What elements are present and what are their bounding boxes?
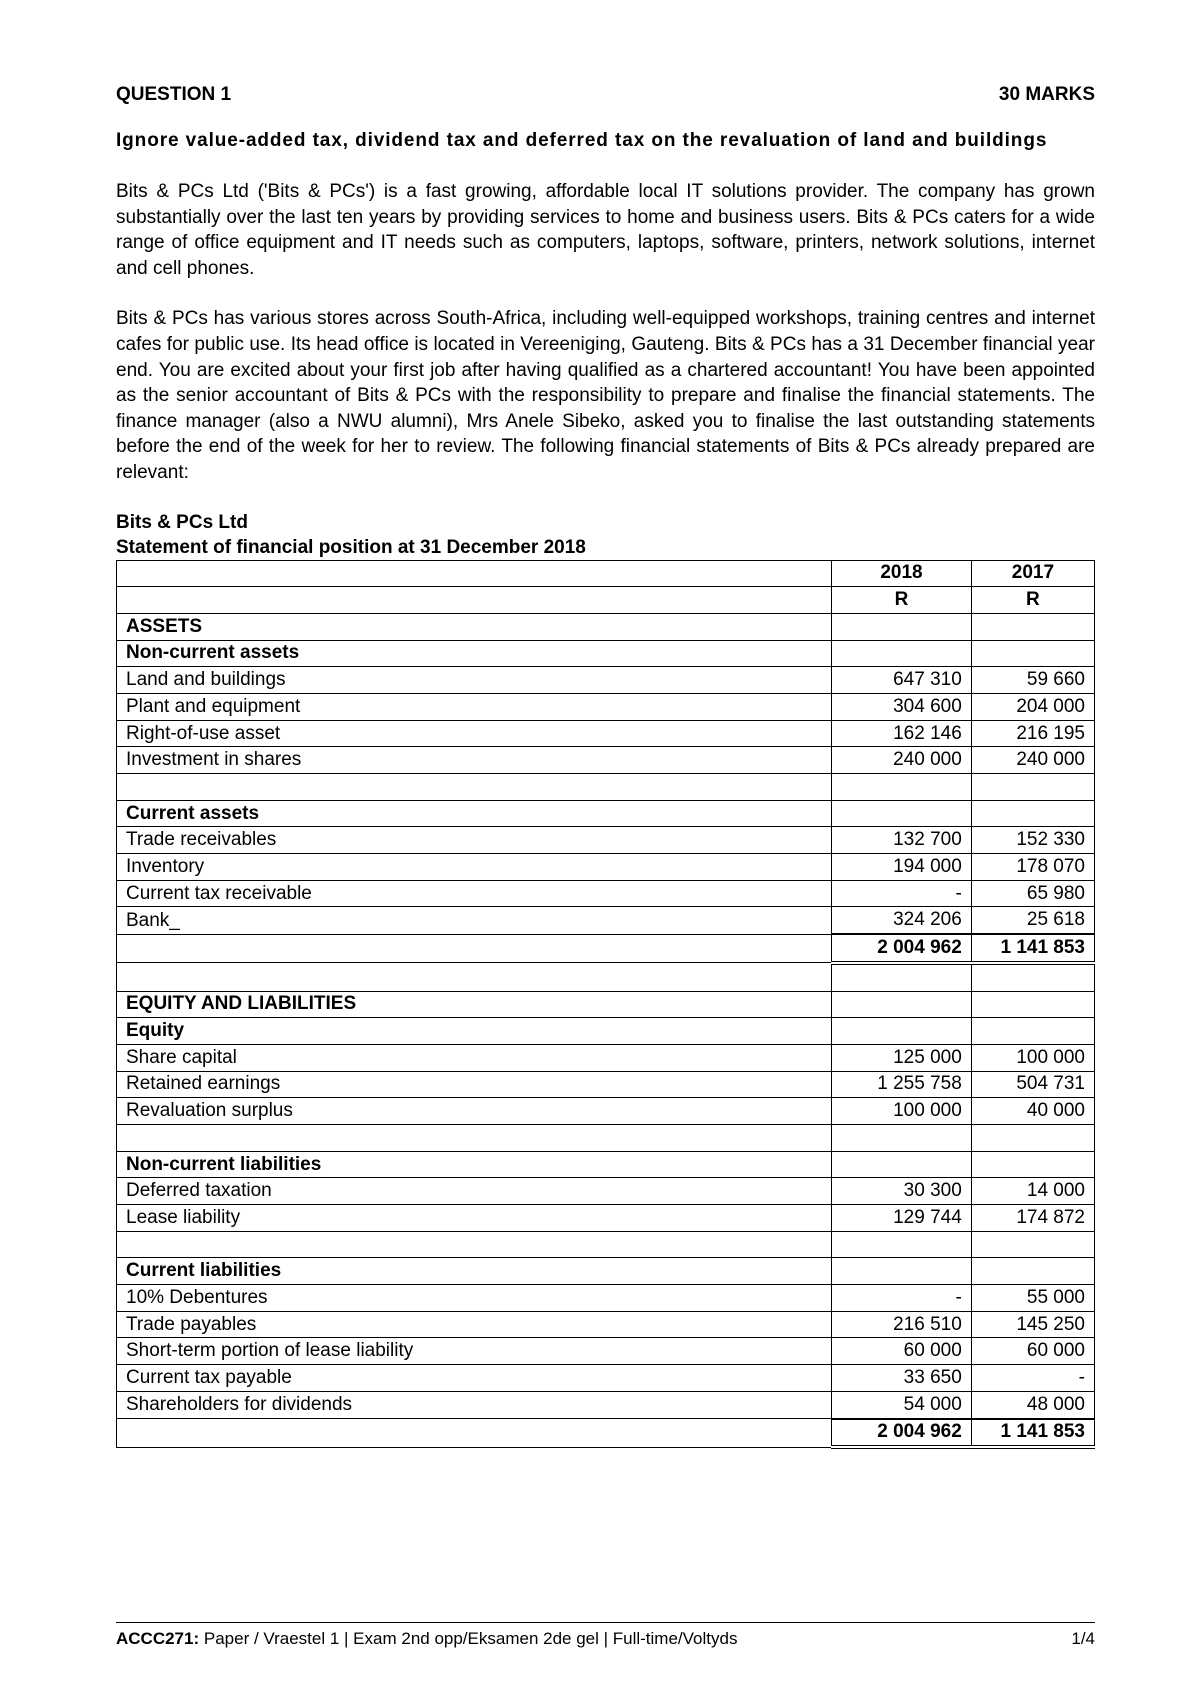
line-item-row <box>117 1391 1095 1418</box>
value-2017: 216 195 <box>971 720 1094 747</box>
blank-cell <box>832 1124 972 1151</box>
section-heading: Non-current assets <box>117 640 832 667</box>
value-2018: 1 255 758 <box>832 1071 972 1098</box>
value-2017: 48 000 <box>971 1391 1094 1418</box>
line-item-label: Short-term portion of lease liability <box>117 1338 832 1365</box>
total-assets-2018: 2 004 962 <box>832 934 972 963</box>
currency-2017: R <box>971 587 1094 614</box>
value-2018: 60 000 <box>832 1338 972 1365</box>
line-item-row <box>117 1311 1095 1338</box>
line-item-label: Current tax payable <box>117 1365 832 1392</box>
value-2018: 129 744 <box>832 1205 972 1232</box>
column-2017-header: 2017 <box>971 560 1094 587</box>
value-2018: - <box>832 880 972 907</box>
blank-cell <box>971 800 1094 827</box>
page-footer <box>116 1622 1095 1649</box>
statement-title: Statement of financial position at 31 December 2018 <box>116 536 586 558</box>
value-2018: 125 000 <box>832 1044 972 1071</box>
blank-cell <box>971 1231 1094 1258</box>
value-2017: 59 660 <box>971 667 1094 694</box>
blank-cell <box>971 963 1094 991</box>
blank-cell <box>117 560 832 587</box>
line-item-label: Trade receivables <box>117 827 832 854</box>
line-item-label: Deferred taxation <box>117 1178 832 1205</box>
value-2017: 174 872 <box>971 1205 1094 1232</box>
line-item-row <box>117 747 1095 774</box>
line-item-row <box>117 693 1095 720</box>
line-item-label: Lease liability <box>117 1205 832 1232</box>
blank-cell <box>832 800 972 827</box>
blank-row <box>117 1231 1095 1258</box>
total-assets-row <box>117 934 1095 963</box>
total-eq-liab-2018: 2 004 962 <box>832 1419 972 1448</box>
blank-cell <box>117 934 832 963</box>
line-item-label: Bank_ <box>117 907 832 934</box>
line-item-label: Revaluation surplus <box>117 1098 832 1125</box>
value-2017: 504 731 <box>971 1071 1094 1098</box>
noncurrent-liabilities-heading-row <box>117 1151 1095 1178</box>
footer-info <box>116 1629 737 1649</box>
value-2017: 145 250 <box>971 1311 1094 1338</box>
value-2017: 14 000 <box>971 1178 1094 1205</box>
blank-cell <box>117 587 832 614</box>
value-2017: 240 000 <box>971 747 1094 774</box>
blank-cell <box>117 1231 832 1258</box>
financial-position-body <box>117 560 1095 1447</box>
value-2018: - <box>832 1285 972 1312</box>
equity-heading-row <box>117 1018 1095 1045</box>
line-item-row <box>117 1365 1095 1392</box>
section-heading: EQUITY AND LIABILITIES <box>117 991 832 1018</box>
line-item-row <box>117 880 1095 907</box>
line-item-row <box>117 1044 1095 1071</box>
currency-2018: R <box>832 587 972 614</box>
document-page <box>116 84 1095 1449</box>
value-2018: 647 310 <box>832 667 972 694</box>
noncurrent-assets-heading-row <box>117 640 1095 667</box>
line-item-row <box>117 720 1095 747</box>
value-2018: 30 300 <box>832 1178 972 1205</box>
value-2017: 100 000 <box>971 1044 1094 1071</box>
total-equity-liabilities-row <box>117 1419 1095 1448</box>
current-assets-heading-row <box>117 800 1095 827</box>
section-heading: Current assets <box>117 800 832 827</box>
line-item-label: 10% Debentures <box>117 1285 832 1312</box>
line-item-row <box>117 1205 1095 1232</box>
blank-cell <box>832 1231 972 1258</box>
blank-cell <box>971 613 1094 640</box>
total-eq-liab-2017: 1 141 853 <box>971 1419 1094 1448</box>
equity-liabilities-heading-row <box>117 991 1095 1018</box>
financial-position-table <box>116 560 1095 1450</box>
page-number: 1/4 <box>1071 1629 1095 1648</box>
assets-heading-row <box>117 613 1095 640</box>
line-item-label: Right-of-use asset <box>117 720 832 747</box>
blank-row <box>117 1124 1095 1151</box>
blank-cell <box>971 991 1094 1018</box>
value-2018: 194 000 <box>832 854 972 881</box>
blank-row <box>117 963 1095 991</box>
intro-paragraph-1: Bits & PCs Ltd ('Bits & PCs') is a fast growing, affordable local IT solutions provider. The company has grown substantially over the last ten years by providing services to home and business users. Bits & PCs caters for a wide range of office equipment and IT needs such as computers, laptops, software, printers, network solutions, internet and cell phones. <box>116 181 1095 279</box>
blank-cell <box>832 963 972 991</box>
blank-cell <box>117 774 832 801</box>
blank-cell <box>971 1151 1094 1178</box>
value-2018: 132 700 <box>832 827 972 854</box>
blank-cell <box>832 613 972 640</box>
footer-text: Paper / Vraestel 1 | Exam 2nd opp/Eksamen 2de gel | Full-time/Voltyds <box>203 1629 738 1648</box>
section-heading: Equity <box>117 1018 832 1045</box>
question-header <box>116 84 1095 112</box>
value-2017: 178 070 <box>971 854 1094 881</box>
line-item-label: Current tax receivable <box>117 880 832 907</box>
line-item-label: Investment in shares <box>117 747 832 774</box>
value-2018: 33 650 <box>832 1365 972 1392</box>
value-2017: 65 980 <box>971 880 1094 907</box>
line-item-label: Plant and equipment <box>117 693 832 720</box>
blank-cell <box>117 963 832 991</box>
section-heading: Non-current liabilities <box>117 1151 832 1178</box>
line-item-row <box>117 667 1095 694</box>
blank-cell <box>832 774 972 801</box>
blank-cell <box>117 1419 832 1448</box>
currency-row <box>117 587 1095 614</box>
value-2018: 216 510 <box>832 1311 972 1338</box>
line-item-label: Land and buildings <box>117 667 832 694</box>
blank-cell <box>971 774 1094 801</box>
line-item-row <box>117 1071 1095 1098</box>
year-header-row <box>117 560 1095 587</box>
value-2017: 55 000 <box>971 1285 1094 1312</box>
section-heading: ASSETS <box>117 613 832 640</box>
value-2018: 54 000 <box>832 1391 972 1418</box>
blank-cell <box>971 1018 1094 1045</box>
line-item-row <box>117 827 1095 854</box>
total-assets-2017: 1 141 853 <box>971 934 1094 963</box>
value-2018: 324 206 <box>832 907 972 934</box>
blank-cell <box>832 991 972 1018</box>
column-2018-header: 2018 <box>832 560 972 587</box>
line-item-row <box>117 1178 1095 1205</box>
value-2018: 240 000 <box>832 747 972 774</box>
blank-cell <box>832 1258 972 1285</box>
line-item-label: Inventory <box>117 854 832 881</box>
line-item-label: Shareholders for dividends <box>117 1391 832 1418</box>
line-item-row <box>117 907 1095 934</box>
line-item-row <box>117 1285 1095 1312</box>
value-2018: 100 000 <box>832 1098 972 1125</box>
ignore-note: Ignore value-added tax, dividend tax and deferred tax on the revaluation of land and buildings <box>116 130 1048 151</box>
value-2017: 25 618 <box>971 907 1094 934</box>
value-2017: 204 000 <box>971 693 1094 720</box>
line-item-row <box>117 1098 1095 1125</box>
line-item-label: Trade payables <box>117 1311 832 1338</box>
blank-cell <box>832 1151 972 1178</box>
line-item-label: Retained earnings <box>117 1071 832 1098</box>
section-heading: Current liabilities <box>117 1258 832 1285</box>
blank-cell <box>832 1018 972 1045</box>
current-liabilities-heading-row <box>117 1258 1095 1285</box>
line-item-row <box>117 1338 1095 1365</box>
company-name: Bits & PCs Ltd <box>116 511 248 533</box>
line-item-row <box>117 854 1095 881</box>
value-2017: 60 000 <box>971 1338 1094 1365</box>
blank-cell <box>117 1124 832 1151</box>
question-number: QUESTION 1 <box>116 84 232 105</box>
blank-cell <box>832 640 972 667</box>
value-2017: 40 000 <box>971 1098 1094 1125</box>
line-item-label: Share capital <box>117 1044 832 1071</box>
blank-cell <box>971 640 1094 667</box>
footer-course-code: ACCC271: <box>116 1629 200 1648</box>
blank-cell <box>971 1258 1094 1285</box>
blank-cell <box>971 1124 1094 1151</box>
value-2018: 304 600 <box>832 693 972 720</box>
blank-row <box>117 774 1095 801</box>
intro-paragraph-2: Bits & PCs has various stores across South-Africa, including well-equipped workshops, training centres and internet cafes for public use. Its head office is located in Vereeniging, Gauteng. Bits & PCs has a 31 December financial year end. You are excited about your first job after having qualified as a chartered accountant! You have been appointed as the senior accountant of Bits & PCs with the responsibility to prepare and finalise the financial statements. The finance manager (also a NWU alumni), Mrs Anele Sibeko, asked you to finalise the last outstanding statements before the end of the week for her to review. The following financial statements of Bits & PCs already prepared are relevant: <box>116 308 1095 483</box>
value-2017: - <box>971 1365 1094 1392</box>
value-2018: 162 146 <box>832 720 972 747</box>
question-marks: 30 MARKS <box>998 84 1095 105</box>
value-2017: 152 330 <box>971 827 1094 854</box>
